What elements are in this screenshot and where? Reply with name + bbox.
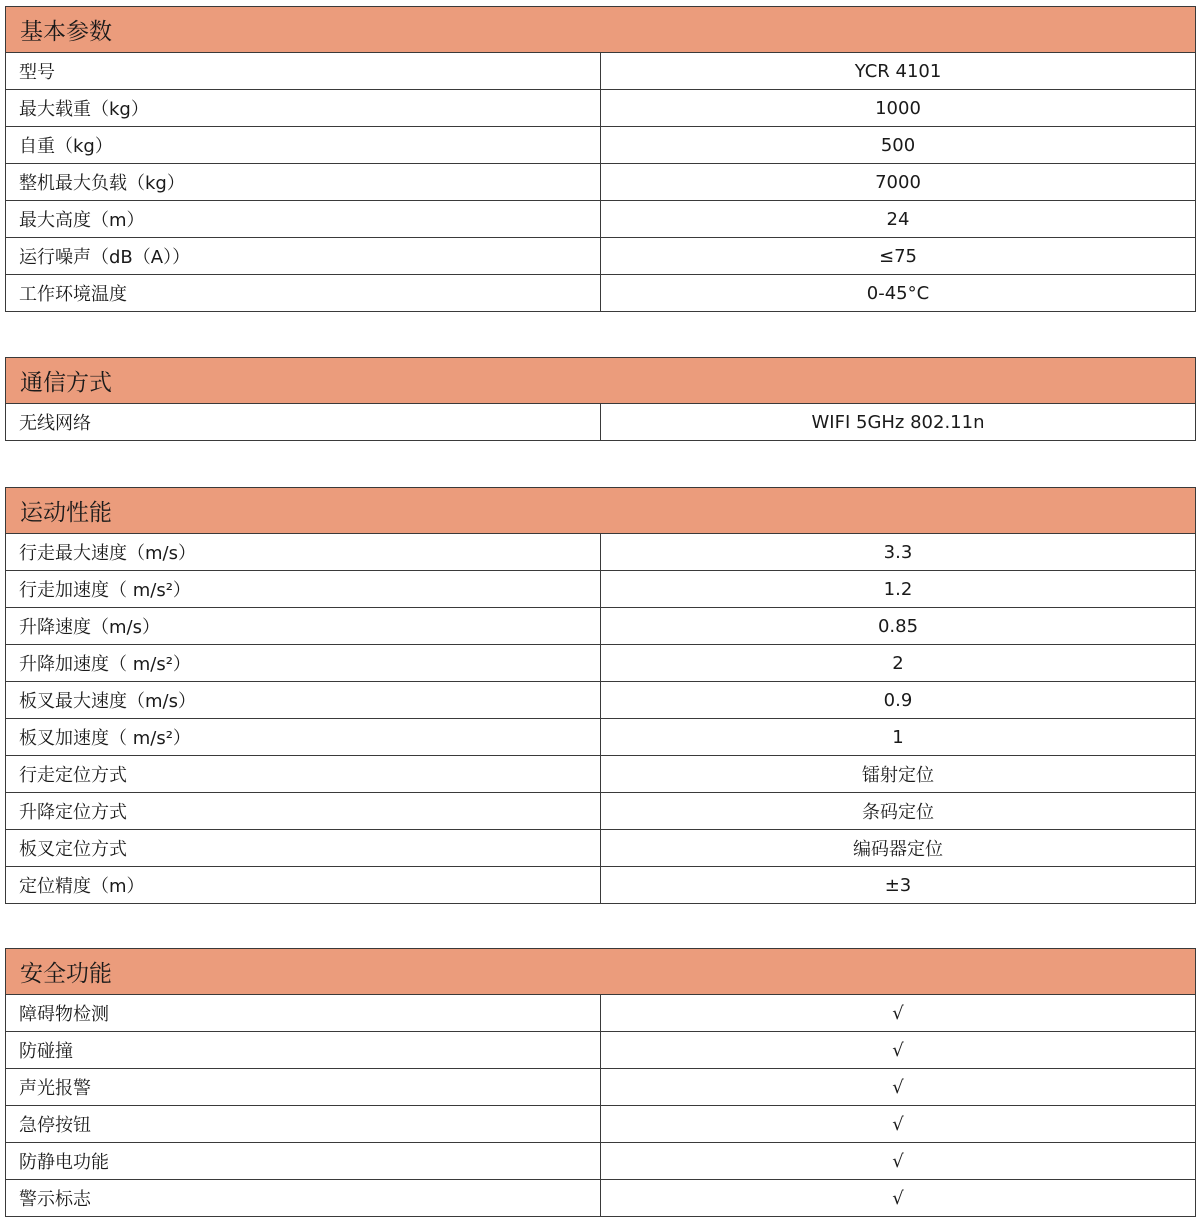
row-label: 升降定位方式 — [6, 793, 601, 830]
row-value: YCR 4101 — [601, 53, 1196, 90]
row-label: 自重（kg） — [6, 127, 601, 164]
check-mark-icon: √ — [601, 1180, 1196, 1217]
table-row — [6, 90, 1196, 127]
table-row — [6, 1106, 1196, 1143]
row-value: 条码定位 — [601, 793, 1196, 830]
row-label: 定位精度（m） — [6, 867, 601, 904]
table-row — [6, 995, 1196, 1032]
check-mark-icon: √ — [601, 1106, 1196, 1143]
row-value: 编码器定位 — [601, 830, 1196, 867]
row-value: 1.2 — [601, 571, 1196, 608]
check-mark-icon: √ — [601, 995, 1196, 1032]
table-row — [6, 534, 1196, 571]
row-label: 板叉定位方式 — [6, 830, 601, 867]
row-value: 1 — [601, 719, 1196, 756]
table-row — [6, 867, 1196, 904]
table-row — [6, 645, 1196, 682]
table-row — [6, 571, 1196, 608]
table-row — [6, 238, 1196, 275]
row-value: 0.9 — [601, 682, 1196, 719]
row-label: 行走加速度（ m/s²） — [6, 571, 601, 608]
row-value: 0.85 — [601, 608, 1196, 645]
table-row — [6, 719, 1196, 756]
row-value: 0-45°C — [601, 275, 1196, 312]
row-value: 镭射定位 — [601, 756, 1196, 793]
table-row — [6, 1180, 1196, 1217]
row-label: 声光报警 — [6, 1069, 601, 1106]
row-label: 板叉最大速度（m/s） — [6, 682, 601, 719]
row-label: 工作环境温度 — [6, 275, 601, 312]
table-row — [6, 201, 1196, 238]
section-header: 通信方式 — [6, 358, 1196, 404]
table-row — [6, 1143, 1196, 1180]
table-row — [6, 53, 1196, 90]
row-label: 最大高度（m） — [6, 201, 601, 238]
row-label: 警示标志 — [6, 1180, 601, 1217]
row-label: 升降加速度（ m/s²） — [6, 645, 601, 682]
table-row — [6, 404, 1196, 441]
row-label: 运行噪声（dB（A）） — [6, 238, 601, 275]
row-value: 1000 — [601, 90, 1196, 127]
row-value: 3.3 — [601, 534, 1196, 571]
section-header: 安全功能 — [6, 949, 1196, 995]
row-value: ±3 — [601, 867, 1196, 904]
table-row — [6, 756, 1196, 793]
table-row — [6, 793, 1196, 830]
table-row — [6, 275, 1196, 312]
row-label: 防碰撞 — [6, 1032, 601, 1069]
basic-params-table — [5, 6, 1196, 312]
check-mark-icon: √ — [601, 1032, 1196, 1069]
row-value: ≤75 — [601, 238, 1196, 275]
check-mark-icon: √ — [601, 1069, 1196, 1106]
row-label: 防静电功能 — [6, 1143, 601, 1180]
table-row — [6, 608, 1196, 645]
row-label: 最大载重（kg） — [6, 90, 601, 127]
motion-performance-table — [5, 487, 1196, 904]
table-row — [6, 830, 1196, 867]
row-label: 整机最大负载（kg） — [6, 164, 601, 201]
row-label: 急停按钮 — [6, 1106, 601, 1143]
row-label: 升降速度（m/s） — [6, 608, 601, 645]
communication-table — [5, 357, 1196, 441]
section-header: 运动性能 — [6, 488, 1196, 534]
table-row — [6, 682, 1196, 719]
row-value: 2 — [601, 645, 1196, 682]
table-row — [6, 127, 1196, 164]
row-label: 无线网络 — [6, 404, 601, 441]
row-value: 24 — [601, 201, 1196, 238]
table-row — [6, 1032, 1196, 1069]
safety-functions-table — [5, 948, 1196, 1217]
table-row — [6, 1069, 1196, 1106]
check-mark-icon: √ — [601, 1143, 1196, 1180]
section-header: 基本参数 — [6, 7, 1196, 53]
row-value: WIFI 5GHz 802.11n — [601, 404, 1196, 441]
table-row — [6, 164, 1196, 201]
row-label: 板叉加速度（ m/s²） — [6, 719, 601, 756]
row-value: 500 — [601, 127, 1196, 164]
row-label: 障碍物检测 — [6, 995, 601, 1032]
row-value: 7000 — [601, 164, 1196, 201]
row-label: 型号 — [6, 53, 601, 90]
row-label: 行走最大速度（m/s） — [6, 534, 601, 571]
row-label: 行走定位方式 — [6, 756, 601, 793]
